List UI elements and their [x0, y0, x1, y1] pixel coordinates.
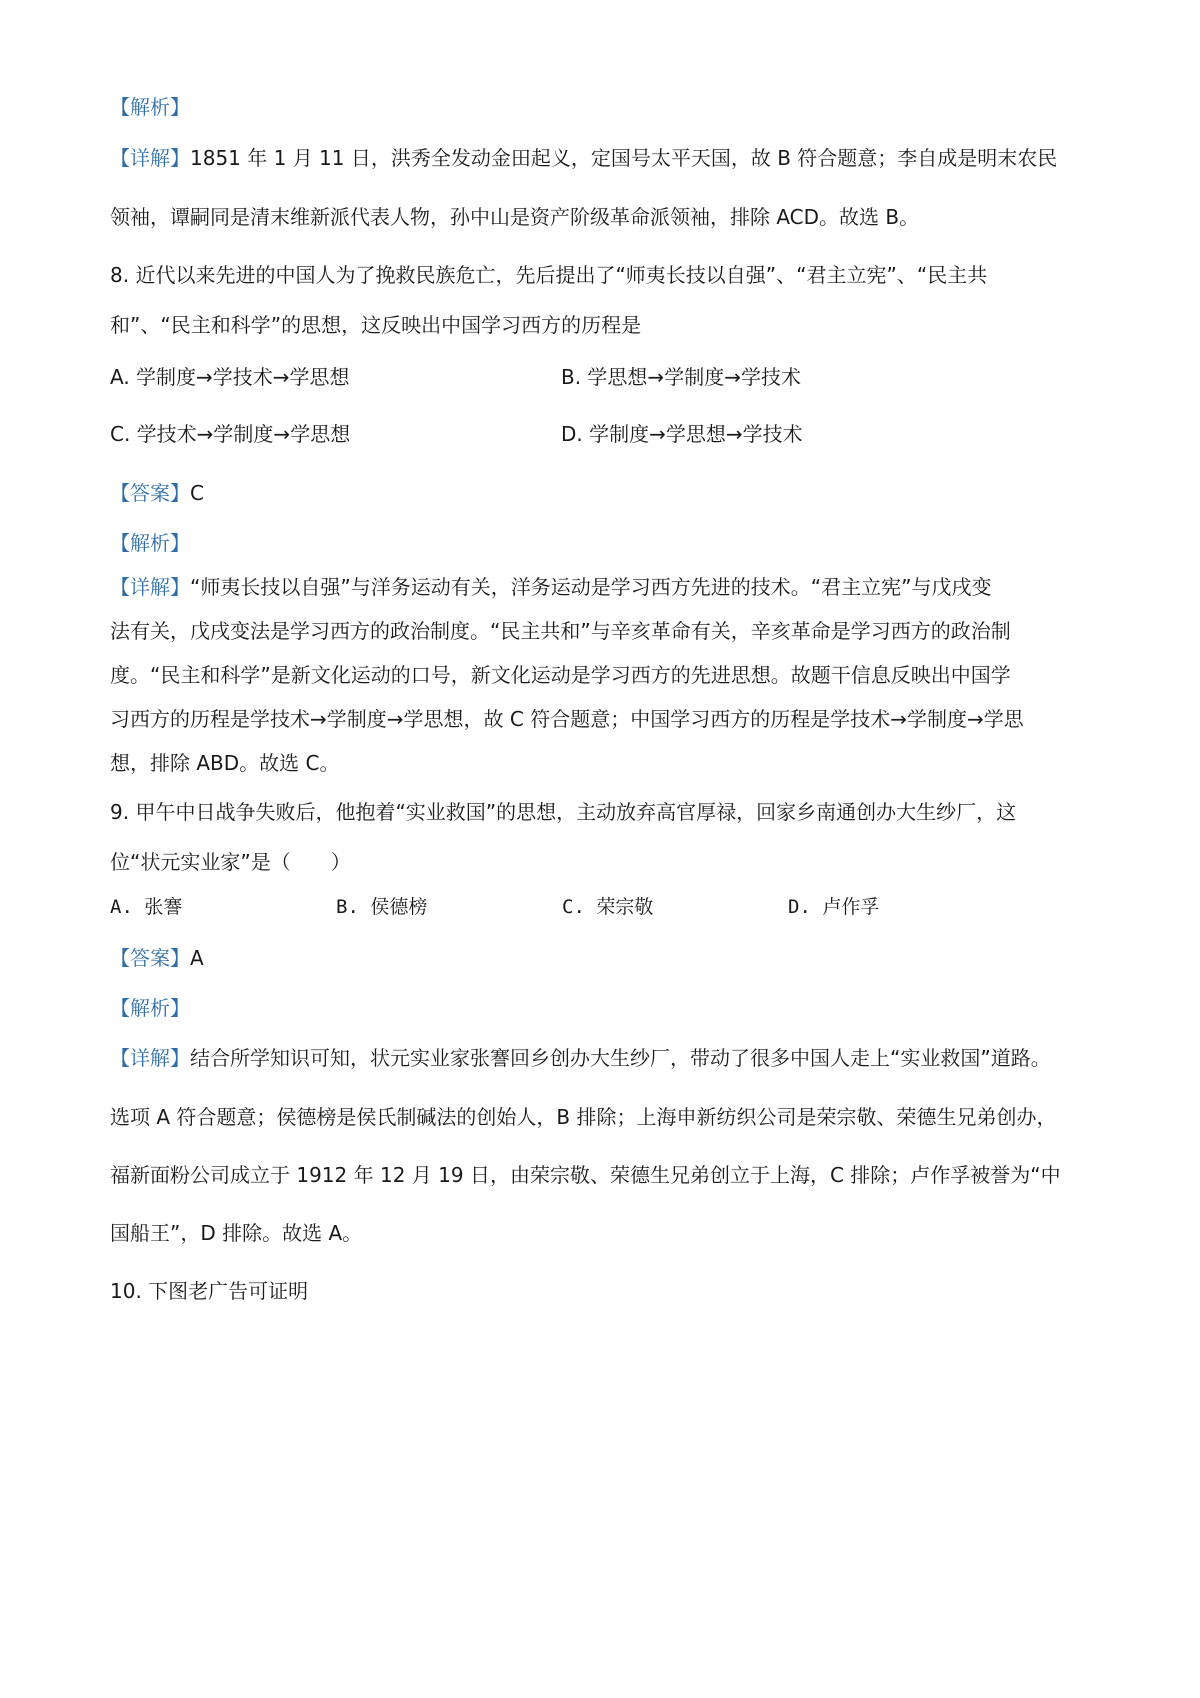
detail-label: 【详解】: [110, 1046, 190, 1070]
detail-paragraph-line: 福新面粉公司成立于 1912 年 12 月 19 日，由荣宗敬、荣德生兄弟创立于上海，C 排除；卢作孚被誉为“中: [110, 1163, 1061, 1187]
detail-paragraph-line: 想，排除 ABD。故选 C。: [110, 751, 340, 775]
detail-paragraph-line: 国船王”，D 排除。故选 A。: [110, 1221, 363, 1245]
answer-label: 【答案】: [110, 481, 190, 505]
detail-paragraph-line: 【详解】“师夷长技以自强”与洋务运动有关，洋务运动是学习西方先进的技术。“君主立宪”与戊戌变: [110, 575, 992, 599]
analysis-label: 【解析】: [110, 996, 190, 1020]
detail-label: 【详解】: [110, 575, 190, 599]
q9-option-c: C. 荣宗敬: [562, 896, 654, 918]
question-8-stem: 8. 近代以来先进的中国人为了挽救民族危亡，先后提出了“师夷长技以自强”、“君主立宪”、“民主共: [110, 263, 988, 287]
detail-paragraph-line: 【详解】结合所学知识可知，状元实业家张謇回乡创办大生纱厂，带动了很多中国人走上“实业救国”道路。: [110, 1046, 1051, 1070]
q8-option-c: C. 学技术→学制度→学思想: [110, 422, 351, 446]
answer-label: 【答案】: [110, 946, 190, 970]
detail-paragraph-line: 法有关，戊戌变法是学习西方的政治制度。“民主共和”与辛亥革命有关，辛亥革命是学习西方的政治制: [110, 619, 1011, 643]
detail-paragraph-line: 习西方的历程是学技术→学制度→学思想，故 C 符合题意；中国学习西方的历程是学技术→学制度→学思: [110, 707, 1024, 731]
analysis-label: 【解析】: [110, 95, 190, 119]
detail-paragraph-line: 选项 A 符合题意；侯德榜是侯氏制碱法的创始人，B 排除；上海申新纺织公司是荣宗敬、荣德生兄弟创办，: [110, 1105, 1057, 1129]
q8-answer: [110, 480, 204, 506]
q9-answer: [110, 945, 204, 971]
answer-value: C: [190, 481, 204, 505]
analysis-label: 【解析】: [110, 531, 190, 555]
question-9-stem: 9. 甲午中日战争失败后，他抱着“实业救国”的思想，主动放弃高官厚禄，回家乡南通创办大生纱厂，这: [110, 800, 1017, 824]
detail-paragraph-line: 领袖，谭嗣同是清末维新派代表人物，孙中山是资产阶级革命派领袖，排除 ACD。故选 B。: [110, 205, 920, 229]
detail-paragraph-line: 度。“民主和科学”是新文化运动的口号，新文化运动是学习西方的先进思想。故题干信息反映出中国学: [110, 663, 1011, 687]
question-8-stem: 和”、“民主和科学”的思想，这反映出中国学习西方的历程是: [110, 313, 642, 337]
question-9-stem: 位“状元实业家”是（ ）: [110, 850, 351, 874]
detail-paragraph-line: 【详解】1851 年 1 月 11 日，洪秀全发动金田起义，定国号太平天国，故 B 符合题意；李自成是明末农民: [110, 146, 1058, 170]
q8-option-a: A. 学制度→学技术→学思想: [110, 365, 350, 389]
q8-option-d: D. 学制度→学思想→学技术: [561, 422, 803, 446]
q9-option-d: D. 卢作孚: [788, 896, 880, 918]
answer-value: A: [190, 946, 204, 970]
q8-option-b: B. 学思想→学制度→学技术: [561, 365, 801, 389]
detail-label: 【详解】: [110, 146, 190, 170]
q9-option-a: A. 张謇: [110, 896, 183, 918]
q9-option-b: B. 侯德榜: [336, 896, 428, 918]
question-10-stem: 10. 下图老广告可证明: [110, 1279, 309, 1303]
